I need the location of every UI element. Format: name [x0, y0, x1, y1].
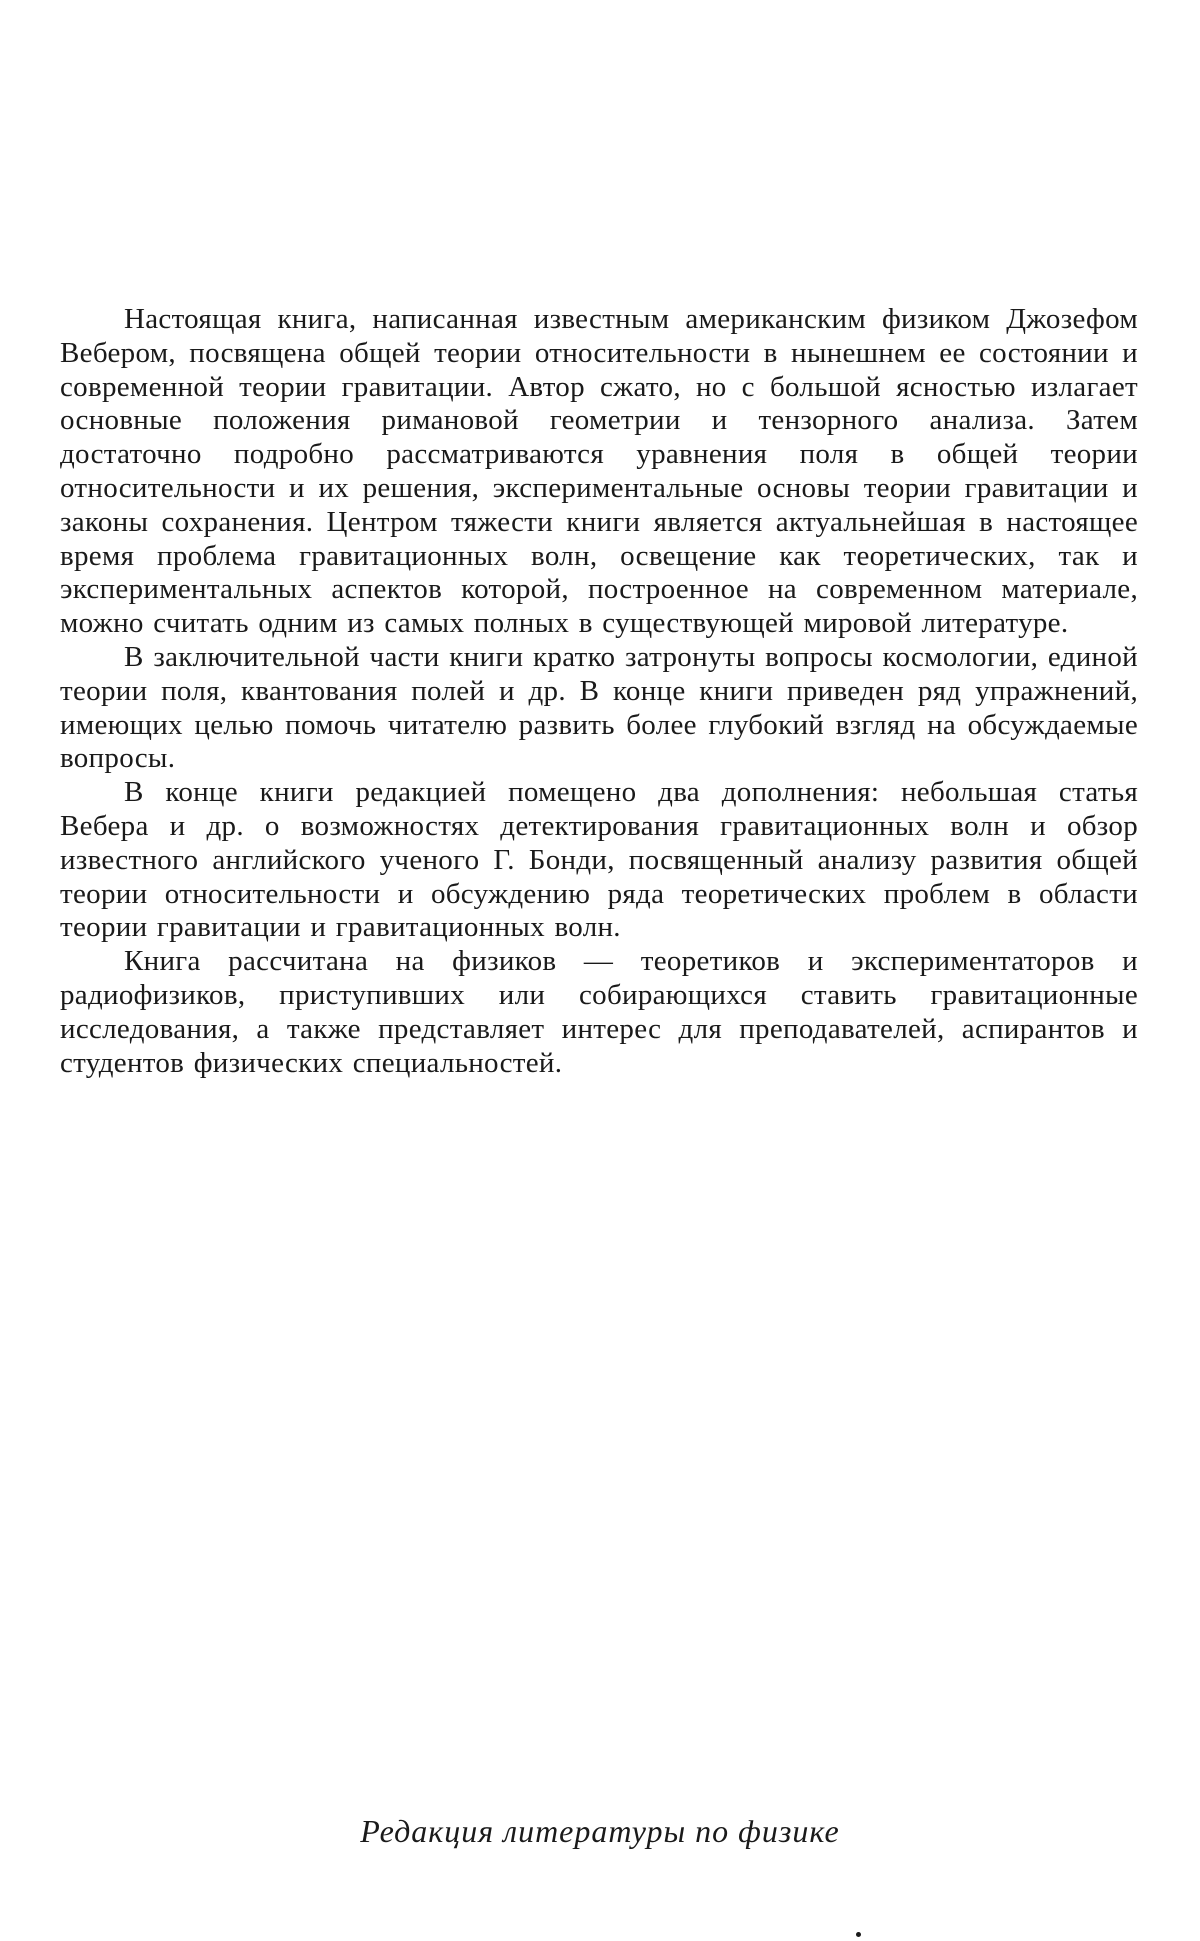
annotation-paragraph-4: Книга рассчитана на физиков — теоретиков и экспериментаторов и радиофизиков, приступивших или собирающихся ставить гравитационные исследования, а также представляет интерес для преподавателей, аспирантов и студентов физических специальностей.	[60, 945, 1138, 1079]
print-mark-dot	[856, 1932, 861, 1937]
annotation-paragraph-1: Настоящая книга, написанная известным американским физиком Джозефом Вебером, посвящена общей теории относительности в нынешнем ее состоянии и современной теории гравитации. Автор сжато, но с большой ясностью излагает основные положения римановой геометрии и тензорного анализа. Затем достаточно подробно рассматриваются уравнения поля в общей теории относительности и их решения, экспериментальные основы теории гравитации и законы сохранения. Центром тяжести книги является актуальнейшая в настоящее время проблема гравитационных волн, освещение как теоретических, так и экспериментальных аспектов которой, построенное на современном материале, можно считать одним из самых полных в существующей мировой литературе.	[60, 303, 1138, 640]
annotation-paragraph-2: В заключительной части книги кратко затронуты вопросы космологии, единой теории поля, квантования полей и др. В конце книги приведен ряд упражнений, имеющих целью помочь читателю развить более глубокий взгляд на обсуждаемые вопросы.	[60, 640, 1138, 775]
annotation-text	[60, 303, 1138, 1080]
annotation-paragraph-3: В конце книги редакцией помещено два дополнения: небольшая статья Вебера и др. о возможностях детектирования гравитационных волн и обзор известного английского ученого Г. Бонди, посвященный анализу развития общей теории относительности и обсуждению ряда теоретических проблем в области теории гравитации и гравитационных волн.	[60, 776, 1138, 944]
editorial-signature: Редакция литературы по физике	[360, 1813, 840, 1849]
